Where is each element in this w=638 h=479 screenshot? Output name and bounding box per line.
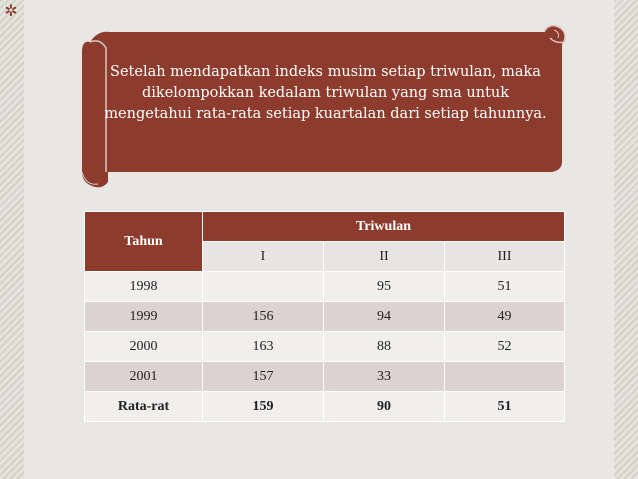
average-cell: 159 <box>203 392 324 422</box>
banner-text: Setelah mendapatkan indeks musim setiap triwulan, maka dikelompokkan kedalam triwulan yang sma untuk mengetahui rata-rata setiap kuartalan dari setiap tahunnya. <box>104 64 547 122</box>
value-cell: 51 <box>445 272 565 302</box>
table-row <box>85 362 565 392</box>
value-cell: 157 <box>203 362 324 392</box>
year-cell: 1999 <box>85 302 203 332</box>
scroll-banner <box>78 22 570 188</box>
value-cell <box>203 272 324 302</box>
header-triwulan: Triwulan <box>203 212 565 242</box>
value-cell: 163 <box>203 332 324 362</box>
subheader-ii: II <box>324 242 445 272</box>
subheader-iii: III <box>445 242 565 272</box>
subheader-i: I <box>203 242 324 272</box>
value-cell: 33 <box>324 362 445 392</box>
table-row <box>85 302 565 332</box>
average-cell: 51 <box>445 392 565 422</box>
value-cell: 88 <box>324 332 445 362</box>
year-cell: 1998 <box>85 272 203 302</box>
value-cell: 95 <box>324 272 445 302</box>
value-cell: 52 <box>445 332 565 362</box>
quarterly-table <box>84 211 565 422</box>
value-cell: 156 <box>203 302 324 332</box>
average-label: Rata-rat <box>85 392 203 422</box>
decorative-border-left <box>0 0 24 479</box>
table-row <box>85 332 565 362</box>
decorative-border-right <box>614 0 638 479</box>
year-cell: 2000 <box>85 332 203 362</box>
average-cell: 90 <box>324 392 445 422</box>
value-cell: 94 <box>324 302 445 332</box>
table-row <box>85 272 565 302</box>
value-cell <box>445 362 565 392</box>
header-tahun: Tahun <box>85 212 203 272</box>
value-cell: 49 <box>445 302 565 332</box>
average-row <box>85 392 565 422</box>
star-icon: ✲ <box>4 1 18 20</box>
year-cell: 2001 <box>85 362 203 392</box>
